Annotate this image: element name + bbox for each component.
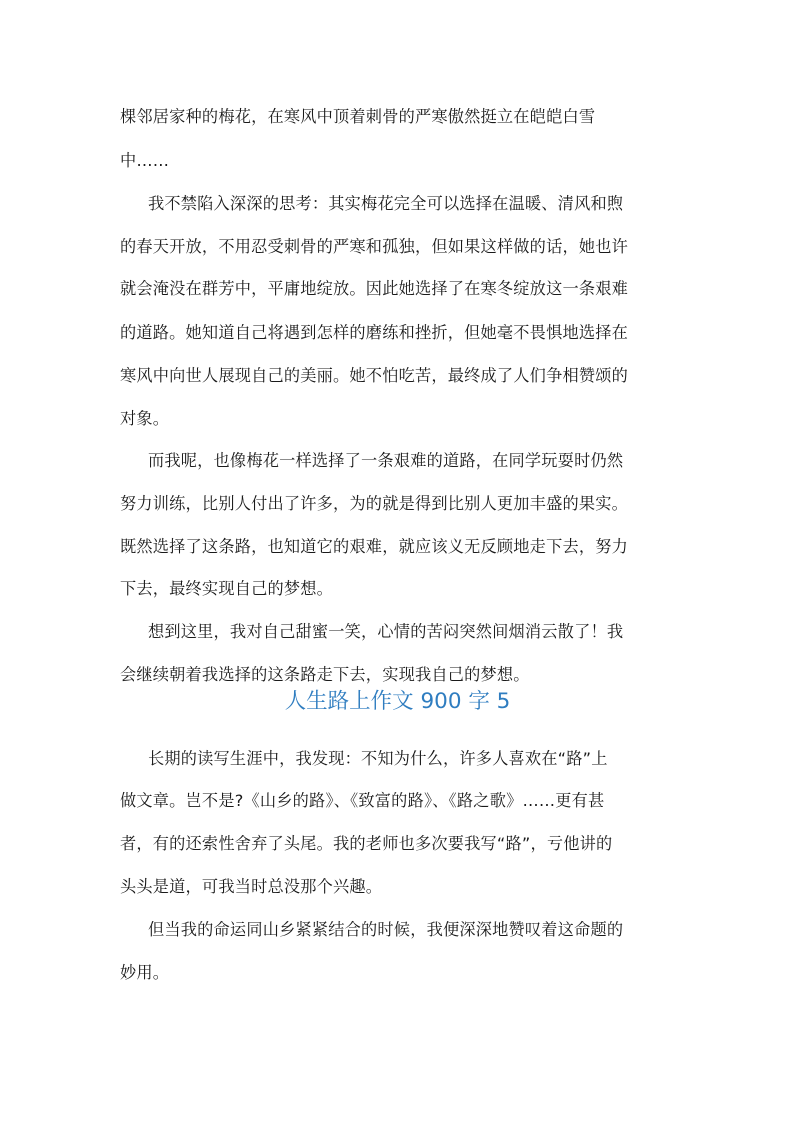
paragraph-line: 寒风中向世人展现自己的美丽。她不怕吃苦，最终成了人们争相赞颂的 (120, 366, 629, 385)
paragraph-line: 妙用。 (120, 963, 170, 982)
paragraph-line: 下去，最终实现自己的梦想。 (120, 579, 334, 598)
paragraph-line: 而我呢，也像梅花一样选择了一条艰难的道路，在同学玩耍时仍然 (148, 451, 624, 470)
paragraph-line: 的春天开放，不用忍受刺骨的严寒和孤独，但如果这样做的话，她也许 (120, 237, 629, 256)
paragraph-line: 者，有的还索性舍弃了头尾。我的老师也多次要我写“路”，亏他讲的 (120, 834, 613, 853)
paragraph-line: 棵邻居家种的梅花，在寒风中顶着刺骨的严寒傲然挺立在皑皑白雪 (120, 107, 596, 126)
paragraph-line: 就会淹没在群芳中，平庸地绽放。因此她选择了在寒冬绽放这一条艰难 (120, 279, 629, 298)
paragraph-line: 但当我的命运同山乡紧紧结合的时候，我便深深地赞叹着这命题的 (148, 920, 624, 939)
paragraph-line: 的道路。她知道自己将遇到怎样的磨练和挫折，但她毫不畏惧地选择在 (120, 323, 629, 342)
section-title: 人生路上作文 900 字 5 (284, 689, 511, 714)
paragraph-line: 长期的读写生涯中，我发现：不知为什么，许多人喜欢在“路”上 (148, 749, 608, 768)
paragraph-line: 会继续朝着我选择的这条路走下去，实现我自己的梦想。 (120, 665, 530, 684)
paragraph-line: 中…… (120, 151, 170, 170)
paragraph-line: 努力训练，比别人付出了许多，为的就是得到比别人更加丰盛的果实。 (120, 494, 629, 513)
paragraph-line: 做文章。岂不是?《山乡的路》、《致富的路》、《路之歌》……更有甚 (120, 791, 605, 810)
paragraph-line: 我不禁陷入深深的思考：其实梅花完全可以选择在温暖、清风和煦 (148, 194, 624, 213)
paragraph-line: 想到这里，我对自己甜蜜一笑，心情的苦闷突然间烟消云散了！我 (148, 622, 624, 641)
paragraph-line: 头头是道，可我当时总没那个兴趣。 (120, 877, 383, 896)
paragraph-line: 既然选择了这条路，也知道它的艰难，就应该义无反顾地走下去，努力 (120, 537, 629, 556)
paragraph-line: 对象。 (120, 409, 170, 428)
